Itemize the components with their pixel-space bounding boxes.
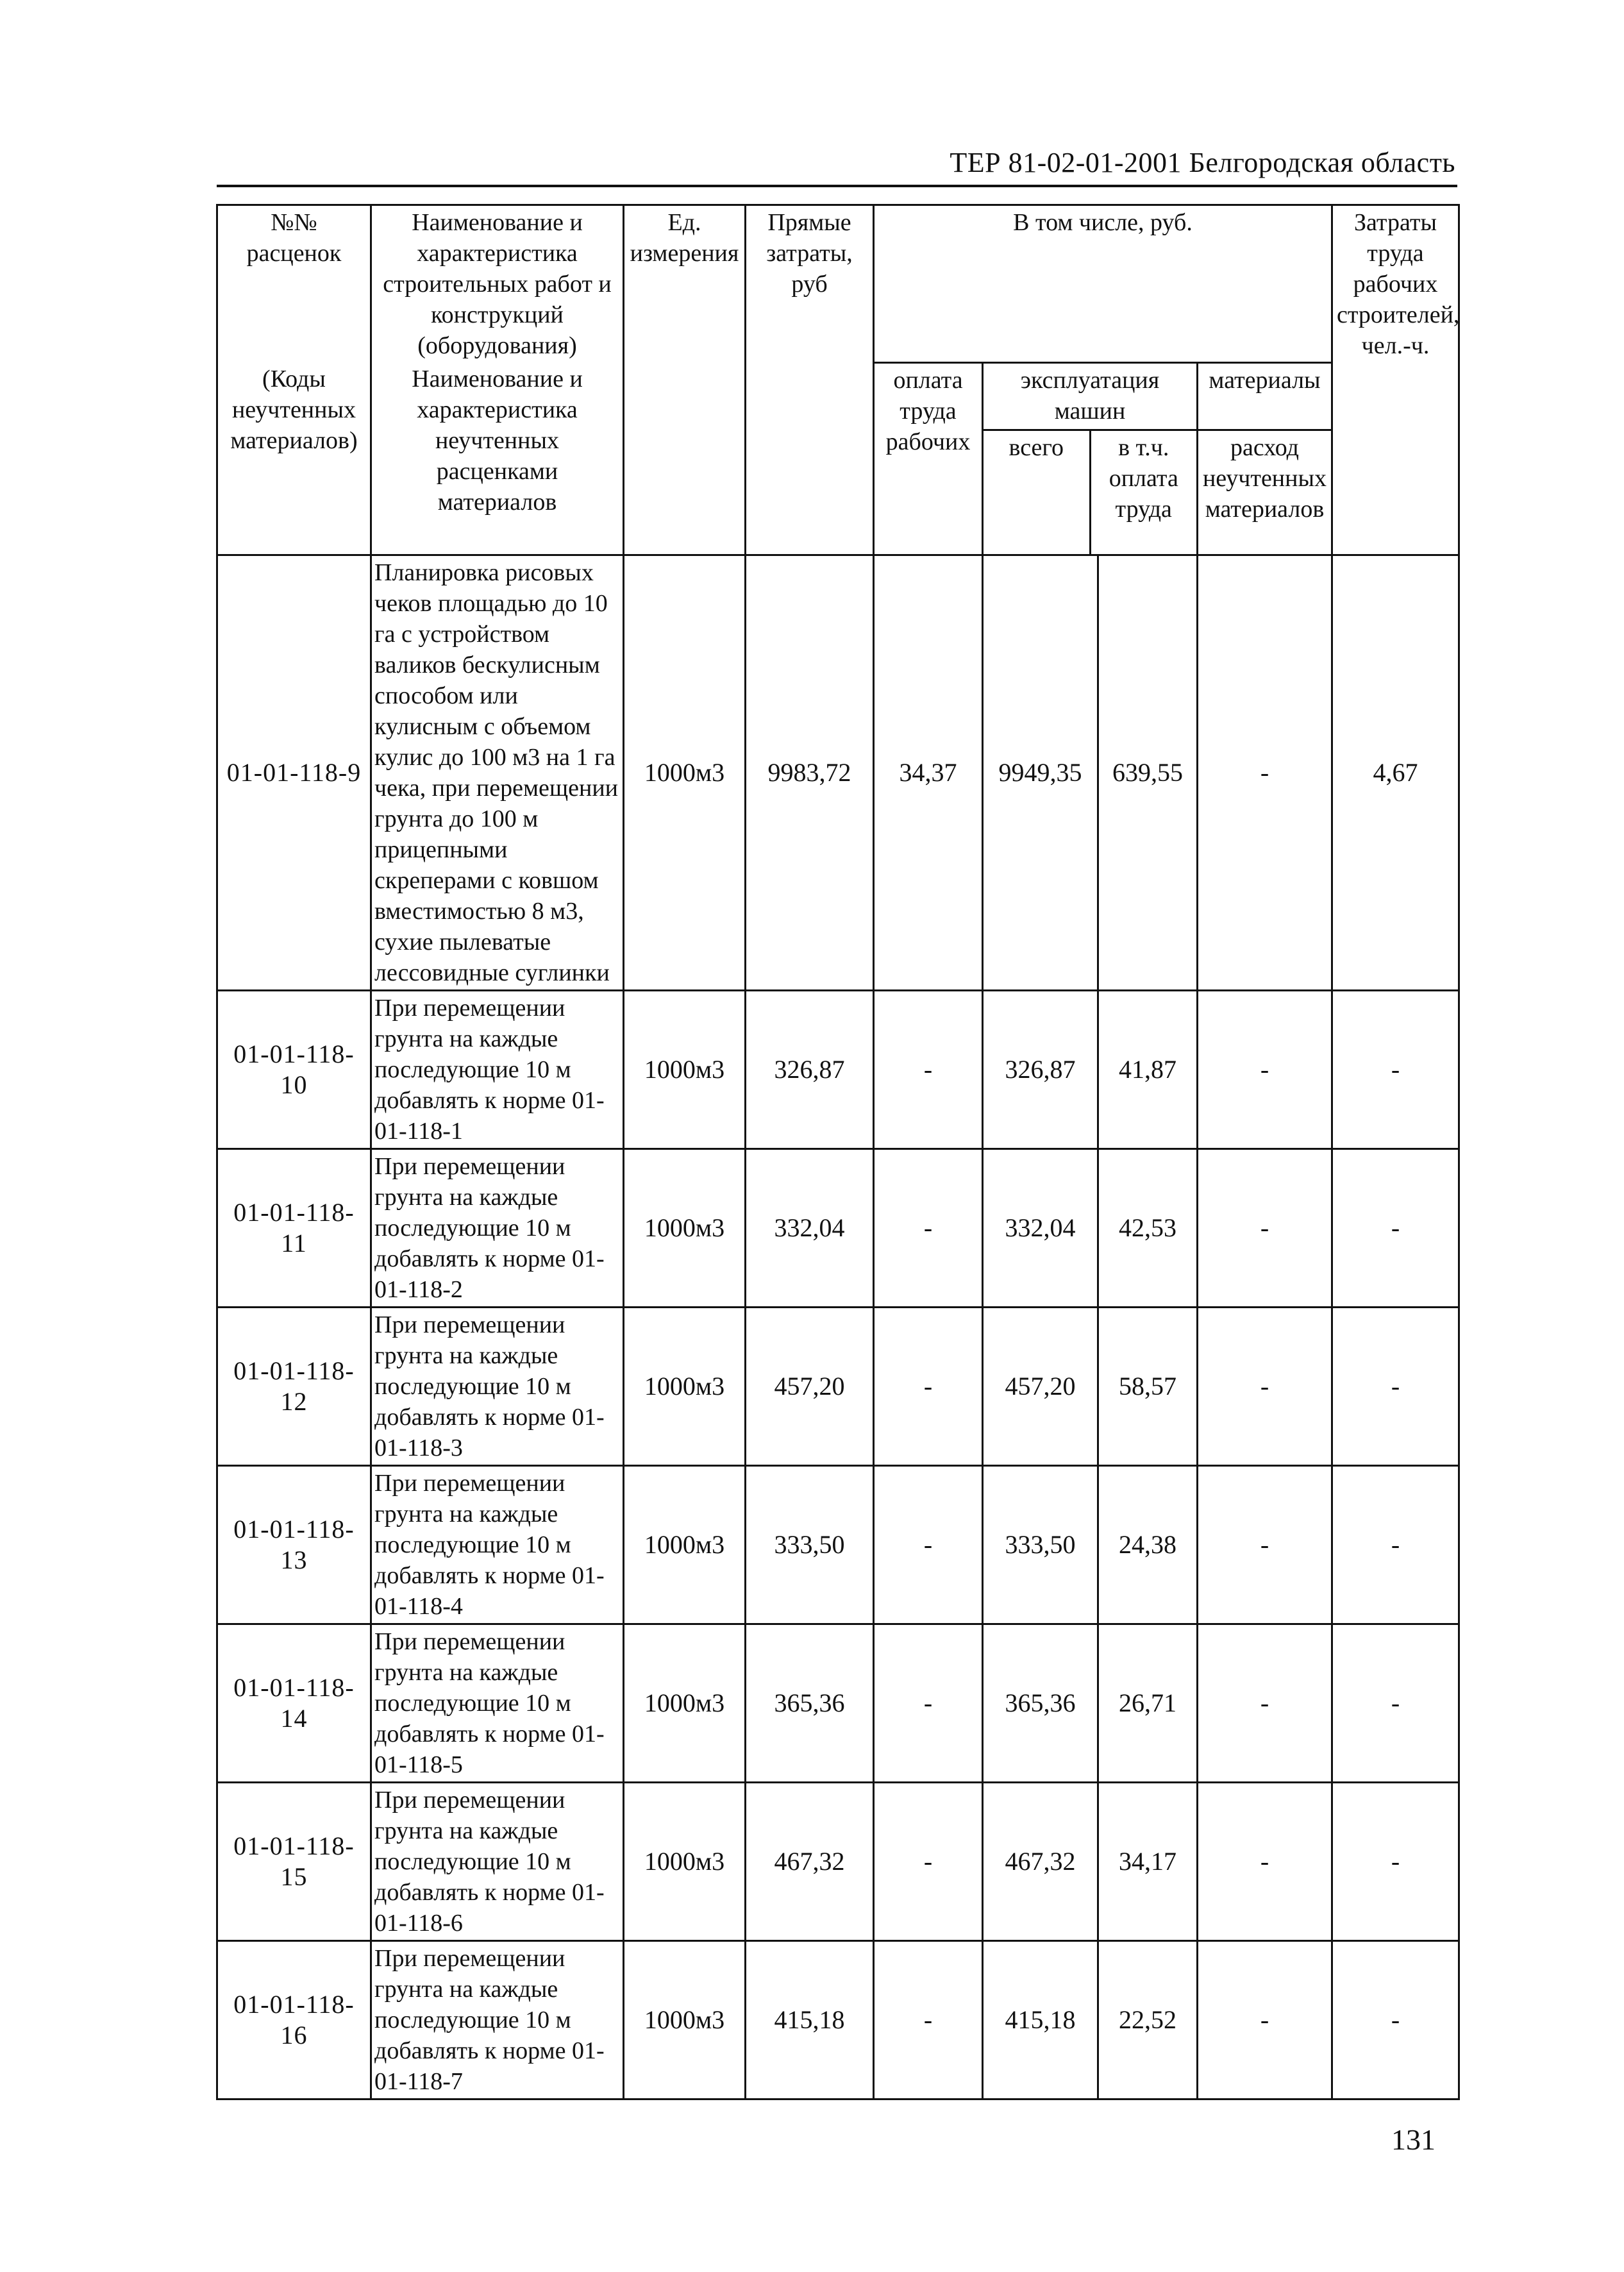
row-wage: - [874, 1149, 983, 1307]
row-machines-wage: 41,87 [1098, 990, 1198, 1149]
header-machines [983, 362, 1198, 555]
row-machines-wage: 34,17 [1098, 1782, 1198, 1940]
row-wage: 34,37 [874, 555, 983, 990]
row-direct: 326,87 [746, 990, 874, 1149]
row-description: При перемещении грунта на каждые последующие 10 м добавлять к норме 01-01-118-3 [371, 1307, 624, 1465]
row-labor: - [1332, 990, 1459, 1149]
header-machines-total: всего [984, 431, 1091, 554]
row-unit: 1000м3 [624, 1940, 746, 2099]
row-description: При перемещении грунта на каждые последующие 10 м добавлять к норме 01-01-118-4 [371, 1465, 624, 1624]
row-materials: - [1198, 990, 1332, 1149]
row-labor: - [1332, 1465, 1459, 1624]
table-row [217, 1465, 1459, 1624]
table-row [217, 1624, 1459, 1782]
row-unit: 1000м3 [624, 1782, 746, 1940]
row-direct: 9983,72 [746, 555, 874, 990]
header-materials-alt: расход неучтенных материалов [1198, 429, 1331, 554]
header-code: №№ расценок [217, 205, 371, 363]
row-code: 01-01-118-10 [217, 990, 371, 1149]
row-unit: 1000м3 [624, 990, 746, 1149]
table-row [217, 1782, 1459, 1940]
header-machines-label: эксплуатация машин [1020, 366, 1160, 425]
row-materials: - [1198, 1307, 1332, 1465]
header-name: Наименование и характеристика строительных работ и конструкций (оборудования) [371, 205, 624, 363]
row-machines-total: 9949,35 [983, 555, 1098, 990]
row-description: При перемещении грунта на каждые последующие 10 м добавлять к норме 01-01-118-7 [371, 1940, 624, 2099]
table-row [217, 555, 1459, 990]
row-direct: 333,50 [746, 1465, 874, 1624]
row-labor: - [1332, 1624, 1459, 1782]
row-unit: 1000м3 [624, 1149, 746, 1307]
row-code: 01-01-118-15 [217, 1782, 371, 1940]
row-materials: - [1198, 1465, 1332, 1624]
header-direct: Прямые затраты, руб [746, 205, 874, 555]
row-materials: - [1198, 1624, 1332, 1782]
row-materials: - [1198, 1149, 1332, 1307]
header-machines-wage: в т.ч. оплата труда [1109, 433, 1178, 523]
row-labor: 4,67 [1332, 555, 1459, 990]
row-labor: - [1332, 1782, 1459, 1940]
row-machines-wage: 42,53 [1098, 1149, 1198, 1307]
row-machines-total: 326,87 [983, 990, 1098, 1149]
header-materials-label: материалы [1209, 366, 1321, 394]
row-description: При перемещении грунта на каждые последующие 10 м добавлять к норме 01-01-118-1 [371, 990, 624, 1149]
row-wage: - [874, 1624, 983, 1782]
row-direct: 467,32 [746, 1782, 874, 1940]
row-machines-wage: 22,52 [1098, 1940, 1198, 2099]
row-machines-total: 415,18 [983, 1940, 1098, 2099]
row-machines-total: 365,36 [983, 1624, 1098, 1782]
table-row [217, 1940, 1459, 2099]
row-machines-total: 333,50 [983, 1465, 1098, 1624]
table-row [217, 1307, 1459, 1465]
row-unit: 1000м3 [624, 1307, 746, 1465]
header-wage: оплата труда рабочих [874, 362, 983, 555]
row-description: При перемещении грунта на каждые последующие 10 м добавлять к норме 01-01-118-2 [371, 1149, 624, 1307]
row-wage: - [874, 1782, 983, 1940]
row-machines-total: 457,20 [983, 1307, 1098, 1465]
row-machines-wage: 58,57 [1098, 1307, 1198, 1465]
header-labor: Затраты труда рабочих строителей, чел.-ч. [1332, 205, 1459, 555]
row-unit: 1000м3 [624, 555, 746, 990]
row-machines-total: 467,32 [983, 1782, 1098, 1940]
row-materials: - [1198, 1782, 1332, 1940]
header-incl: В том числе, руб. [874, 205, 1332, 363]
table-row [217, 1149, 1459, 1307]
row-labor: - [1332, 1940, 1459, 2099]
row-wage: - [874, 990, 983, 1149]
row-description: Планировка рисовых чеков площадью до 10 га с устройством валиков бескулисным способом или кулисным с объемом кулис до 100 м3 на 1 га чека, при перемещении грунта до 100 м прицепными скреперами с ковшом вместимостью 8 м3, сухие пылеватые лессовидные суглинки [371, 555, 624, 990]
row-labor: - [1332, 1307, 1459, 1465]
row-machines-wage: 639,55 [1098, 555, 1198, 990]
row-direct: 457,20 [746, 1307, 874, 1465]
row-machines-wage: 24,38 [1098, 1465, 1198, 1624]
row-wage: - [874, 1465, 983, 1624]
row-labor: - [1332, 1149, 1459, 1307]
row-description: При перемещении грунта на каждые последующие 10 м добавлять к норме 01-01-118-6 [371, 1782, 624, 1940]
row-machines-wage: 26,71 [1098, 1624, 1198, 1782]
header-unit: Ед. измерения [624, 205, 746, 555]
rates-table [216, 204, 1460, 2100]
row-direct: 415,18 [746, 1940, 874, 2099]
row-description: При перемещении грунта на каждые последующие 10 м добавлять к норме 01-01-118-5 [371, 1624, 624, 1782]
row-machines-total: 332,04 [983, 1149, 1098, 1307]
row-code: 01-01-118-12 [217, 1307, 371, 1465]
row-materials: - [1198, 555, 1332, 990]
row-code: 01-01-118-11 [217, 1149, 371, 1307]
header-name-alt: Наименование и характеристика неучтенных расценками материалов [371, 362, 624, 555]
page-number: 131 [1391, 2123, 1436, 2156]
row-code: 01-01-118-13 [217, 1465, 371, 1624]
table-row [217, 990, 1459, 1149]
row-unit: 1000м3 [624, 1624, 746, 1782]
header-code-alt: (Коды неучтенных материалов) [217, 362, 371, 555]
row-wage: - [874, 1940, 983, 2099]
row-materials: - [1198, 1940, 1332, 2099]
header-rule [217, 185, 1457, 187]
row-code: 01-01-118-16 [217, 1940, 371, 2099]
row-direct: 332,04 [746, 1149, 874, 1307]
row-direct: 365,36 [746, 1624, 874, 1782]
row-unit: 1000м3 [624, 1465, 746, 1624]
header-materials [1198, 362, 1332, 555]
row-code: 01-01-118-14 [217, 1624, 371, 1782]
row-code: 01-01-118-9 [217, 555, 371, 990]
row-wage: - [874, 1307, 983, 1465]
table-header [217, 205, 1459, 555]
document-header-title: ТЕР 81-02-01-2001 Белгородская область [950, 147, 1455, 178]
